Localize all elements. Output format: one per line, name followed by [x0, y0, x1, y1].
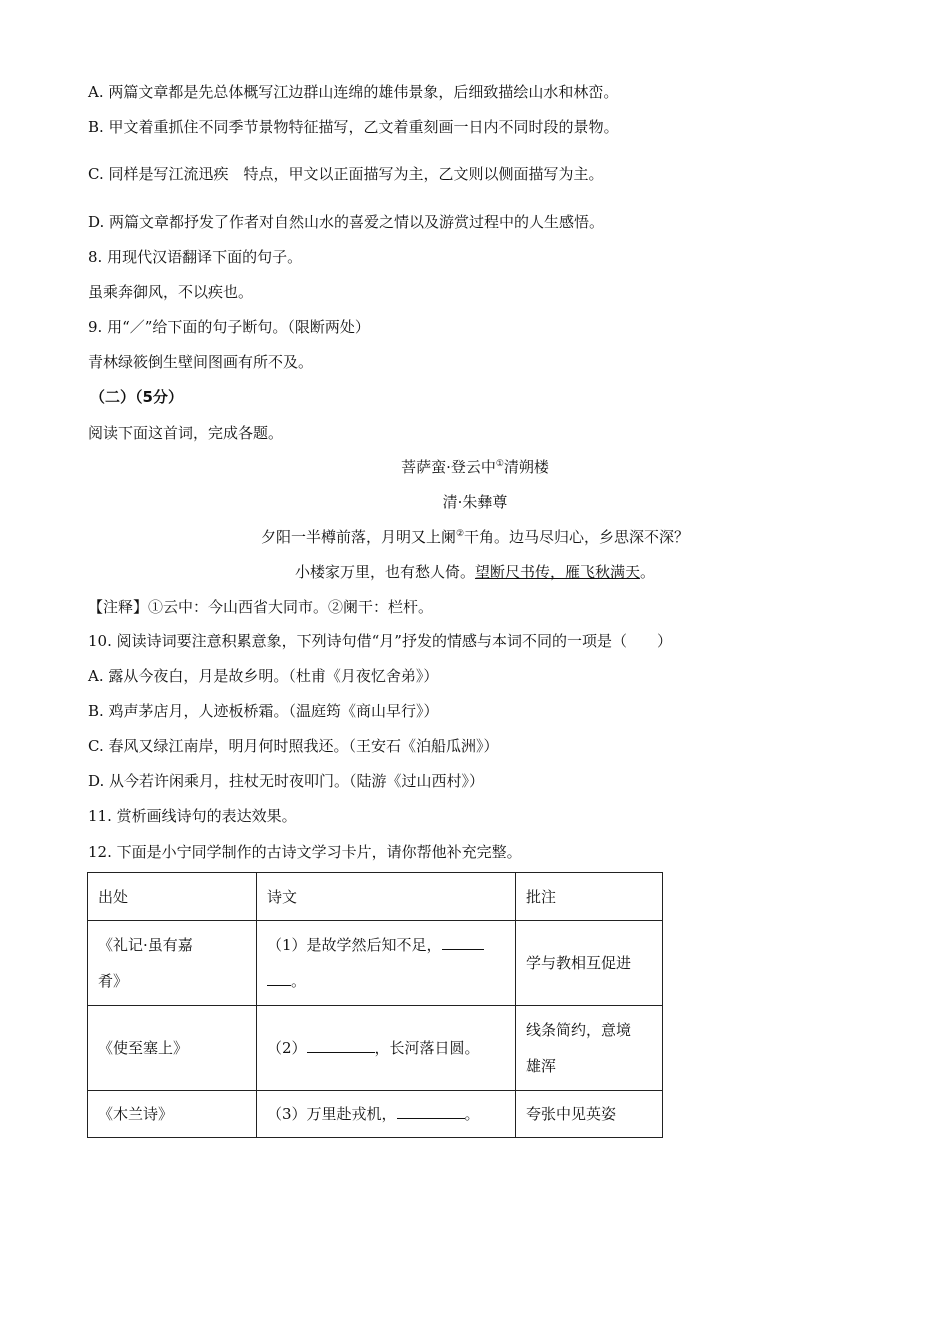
cell-note: 学与教相互促进: [516, 921, 663, 1006]
answer-blank[interactable]: [397, 1104, 465, 1119]
q7-option-a: A. 两篇文章都是先总体概写江边群山连绵的雄伟景象，后细致描绘山水和林峦。: [88, 83, 619, 101]
q10-option-c: C. 春风又绿江南岸，明月何时照我还。（王安石《泊船瓜洲》）: [88, 737, 499, 755]
q8-prompt: 8. 用现代汉语翻译下面的句子。: [88, 248, 303, 266]
header-text: 诗文: [257, 873, 516, 921]
q10-option-b: B. 鸡声茅店月，人迹板桥霜。（温庭筠《商山早行》）: [88, 702, 439, 720]
q9-sentence: 青林绿筱倒生壁间图画有所不及。: [88, 353, 314, 371]
q10-prompt: 10. 阅读诗词要注意积累意象，下列诗句借“月”抒发的情感与本词不同的一项是（ ）: [88, 632, 672, 650]
q7-option-c: C. 同样是写江流迅疾 特点，甲文以正面描写为主，乙文则以侧面描写为主。: [88, 165, 604, 183]
q8-sentence: 虽乘奔御风，不以疾也。: [88, 283, 254, 301]
section-heading: （二）（5分）: [90, 388, 183, 406]
table-row: [88, 921, 663, 1006]
header-note: 批注: [516, 873, 663, 921]
study-card-table: [87, 872, 663, 1138]
poem-line-2: 小楼家万里，也有愁人倚。望断尺书传，雁飞秋满天。: [294, 563, 656, 581]
cell-text: （1）是故学然后知不足， 。: [257, 921, 516, 1006]
header-source: 出处: [88, 873, 257, 921]
poem-title: 菩萨蛮·登云中①清朔楼: [401, 458, 549, 476]
cell-source: 《礼记·虽有嘉 肴》: [88, 921, 257, 1006]
poem-author: 清·朱彝尊: [442, 493, 508, 511]
cell-text: （2） ，长河落日圆。: [257, 1006, 516, 1091]
q10-option-d: D. 从今若许闲乘月，拄杖无时夜叩门。（陆游《过山西村》）: [88, 772, 485, 790]
answer-blank[interactable]: [307, 1038, 375, 1053]
footnote-mark: ②: [455, 529, 465, 539]
table-header-row: [88, 873, 663, 921]
footnote-mark: ①: [495, 459, 504, 469]
cell-note: 夸张中见英姿: [516, 1091, 663, 1138]
cell-text: （3）万里赴戎机， 。: [257, 1091, 516, 1138]
cell-source: 《使至塞上》: [88, 1006, 257, 1091]
section-instruction: 阅读下面这首词，完成各题。: [88, 424, 284, 442]
poem-line-1: 夕阳一半樽前落，月明又上阑②干角。边马尽归心，乡思深不深？: [260, 528, 690, 546]
cell-note: 线条简约，意境 雄浑: [516, 1006, 663, 1091]
table-row: [88, 1091, 663, 1138]
q7-option-b: B. 甲文着重抓住不同季节景物特征描写，乙文着重刻画一日内不同时段的景物。: [88, 118, 619, 136]
answer-blank-cont[interactable]: [267, 971, 291, 986]
q11-prompt: 11. 赏析画线诗句的表达效果。: [88, 807, 297, 825]
answer-blank[interactable]: [442, 935, 484, 950]
table-row: [88, 1006, 663, 1091]
poem-notes: 【注释】①云中：今山西省大同市。②阑干：栏杆。: [88, 598, 434, 616]
q7-option-d: D. 两篇文章都抒发了作者对自然山水的喜爱之情以及游赏过程中的人生感悟。: [88, 213, 605, 231]
q10-option-a: A. 露从今夜白，月是故乡明。（杜甫《月夜忆舍弟》）: [88, 667, 439, 685]
q9-prompt: 9. 用“／”给下面的句子断句。（限断两处）: [88, 318, 370, 336]
q12-prompt: 12. 下面是小宁同学制作的古诗文学习卡片，请你帮他补充完整。: [88, 843, 522, 861]
underlined-verse: 望断尺书传，雁飞秋满天: [474, 563, 640, 581]
cell-source: 《木兰诗》: [88, 1091, 257, 1138]
